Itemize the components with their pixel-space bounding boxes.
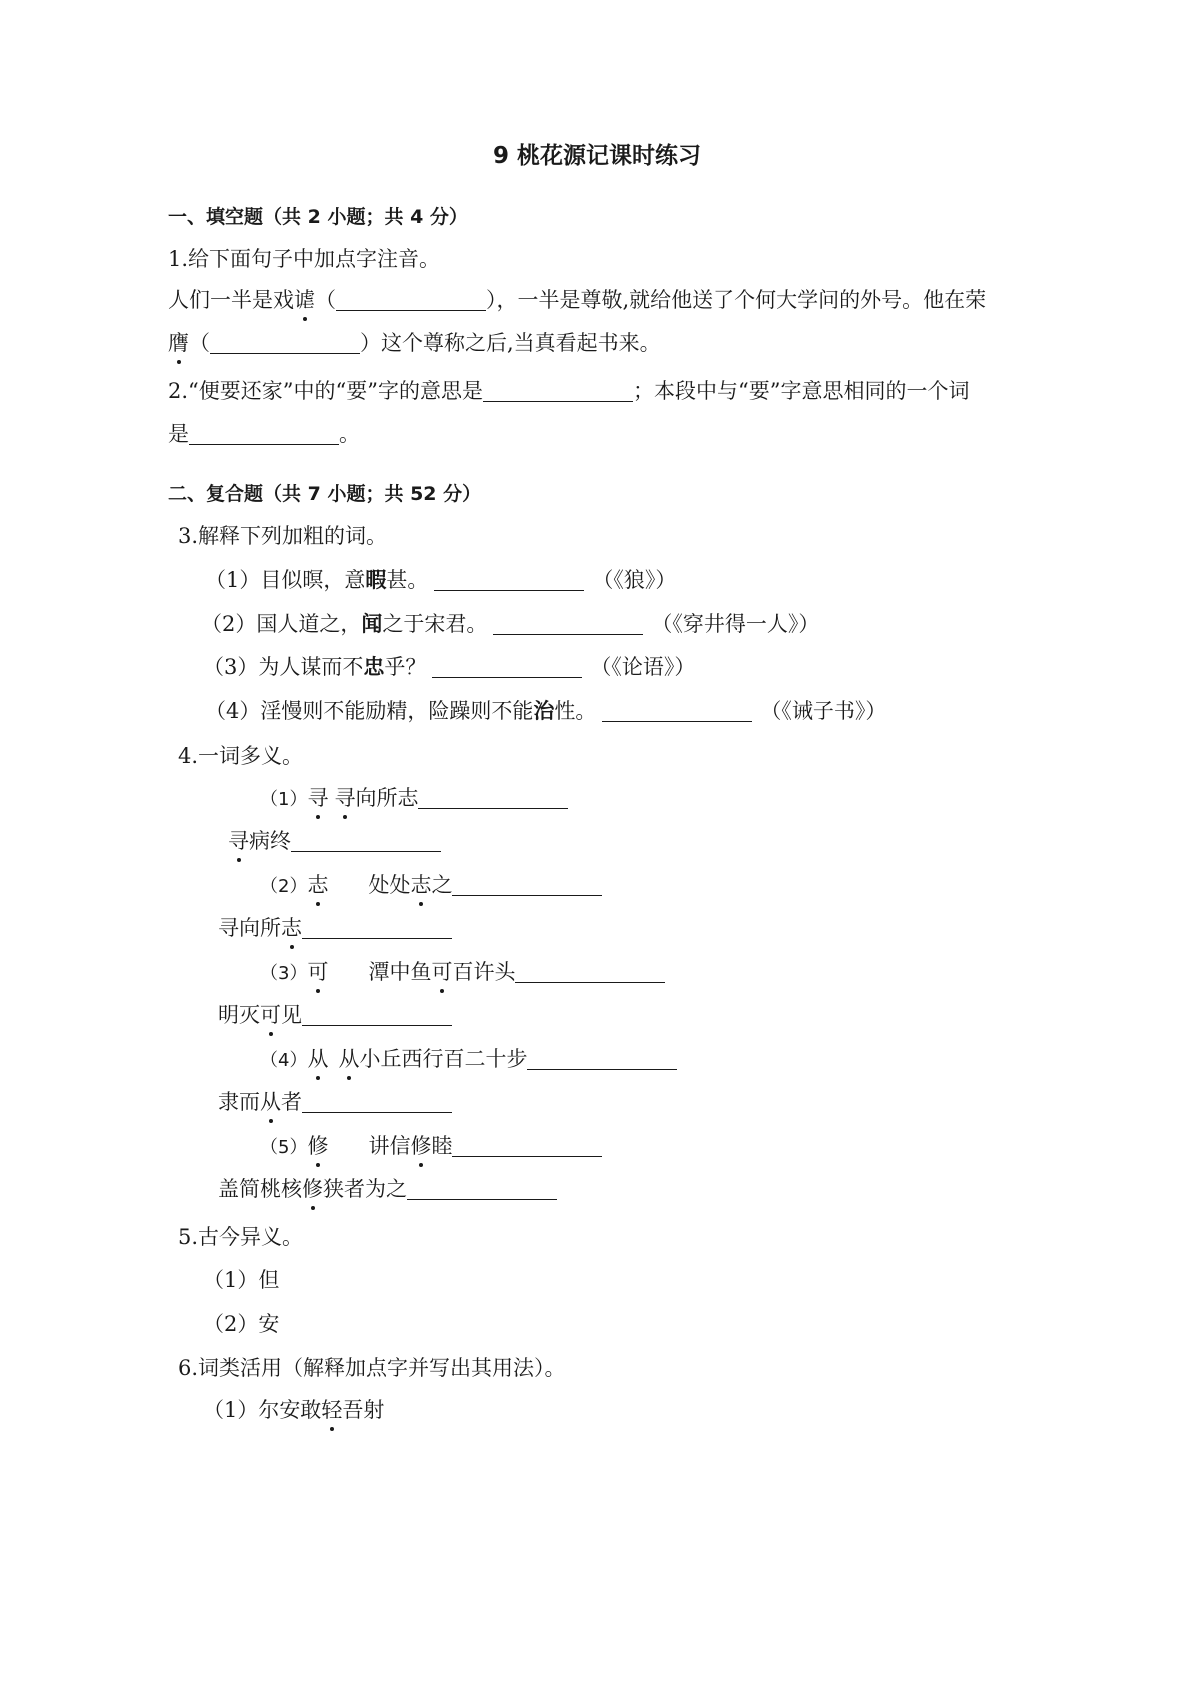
answer-blank[interactable]: [418, 786, 568, 809]
source-text: （《穿井得一人》）: [651, 612, 820, 636]
dotted-char: 志: [307, 873, 329, 897]
example-text: 潭中鱼: [368, 960, 432, 984]
dotted-char: 志: [281, 916, 302, 940]
bold-word: 暇: [365, 567, 387, 592]
question-5-item-1: （1）但: [203, 1268, 280, 1292]
polysemy-group-5-line-2: [218, 1175, 557, 1203]
answer-blank[interactable]: [602, 699, 752, 722]
item-text: 甚。: [386, 568, 429, 592]
answer-blank[interactable]: [210, 331, 360, 354]
section-heading-fill-in: 一、填空题（共 2 小题；共 4 分）: [168, 206, 468, 228]
dotted-char: 修: [307, 1134, 329, 1158]
polysemy-group-1-line-2: [228, 827, 441, 855]
question-1-line-1: [168, 286, 986, 314]
polysemy-group-3-line-1: [260, 958, 665, 988]
question-3-item-2: [201, 610, 819, 638]
item-text: （2）国人道之，: [201, 612, 362, 636]
polysemy-group-4-line-1: [260, 1045, 677, 1075]
section-heading-composite: 二、复合题（共 7 小题；共 52 分）: [168, 483, 482, 505]
example-text: 百许头: [452, 960, 516, 984]
example-text: 处处: [368, 873, 411, 897]
example-text: 隶而: [218, 1090, 260, 1114]
question-4-prompt: 4.一词多义。: [178, 744, 304, 768]
question-text: 。: [339, 422, 360, 446]
polysemy-group-3-line-2: [218, 1001, 452, 1029]
page-title: 9 桃花源记课时练习: [493, 143, 702, 169]
sentence-text: ），一半是尊敬,就给他送了个何大学问的外号。他在荣: [486, 288, 987, 312]
dotted-char: 寻: [307, 786, 329, 810]
answer-blank[interactable]: [302, 1003, 452, 1026]
polysemy-group-5-line-1: [260, 1132, 602, 1162]
answer-blank[interactable]: [452, 873, 602, 896]
example-text: 向所志: [355, 786, 419, 810]
polysemy-group-2-line-2: [218, 914, 452, 942]
sentence-text: ）这个尊称之后,当真看起书来。: [360, 331, 661, 355]
bold-word: 闻: [361, 611, 383, 636]
answer-blank[interactable]: [515, 960, 665, 983]
answer-blank[interactable]: [452, 1134, 602, 1157]
sentence-text: 人们一半是戏: [168, 288, 294, 312]
answer-blank[interactable]: [302, 916, 452, 939]
example-text: 寻向所: [218, 916, 281, 940]
dotted-char: 修: [410, 1134, 432, 1158]
question-3-item-4: [205, 697, 886, 725]
question-3-item-3: [203, 653, 695, 681]
example-text: 见: [281, 1003, 302, 1027]
item-text: 性。: [554, 699, 597, 723]
dotted-char: 修: [302, 1177, 323, 1201]
question-3-item-1: [205, 566, 676, 594]
group-number: （5）: [260, 1137, 308, 1158]
dotted-char: 谑: [294, 288, 315, 312]
answer-blank[interactable]: [527, 1047, 677, 1070]
dotted-char: 可: [307, 960, 329, 984]
question-text: 是: [168, 422, 189, 446]
paren-open: （: [189, 331, 210, 355]
item-text: （1）目似暝，意: [205, 568, 366, 592]
dotted-char: 从: [307, 1047, 329, 1071]
source-text: （《诫子书》）: [760, 699, 887, 723]
question-1-prompt: 1.给下面句子中加点字注音。: [168, 247, 441, 271]
question-5-prompt: 5.古今异义。: [178, 1225, 304, 1249]
question-text: 2.“便要还家”中的“要”字的意思是: [168, 379, 483, 403]
answer-blank[interactable]: [432, 655, 582, 678]
example-text: 明灭: [218, 1003, 260, 1027]
question-6-prompt: 6.词类活用（解释加点字并写出其用法）。: [178, 1356, 566, 1380]
question-1-line-2: [168, 329, 661, 357]
item-text: （3）为人谋而不: [203, 655, 364, 679]
example-text: 盖简桃核: [218, 1177, 302, 1201]
item-text: （1）尔安敢: [203, 1398, 322, 1422]
item-text: 之于宋君。: [382, 612, 488, 636]
question-3-prompt: 3.解释下列加粗的词。: [178, 524, 388, 548]
source-text: （《狼》）: [592, 568, 677, 592]
bold-word: 忠: [363, 654, 385, 679]
question-2-line-1: [168, 377, 969, 405]
example-text: 者: [281, 1090, 302, 1114]
dotted-char: 可: [260, 1003, 281, 1027]
answer-blank[interactable]: [302, 1090, 452, 1113]
answer-blank[interactable]: [493, 612, 643, 635]
question-text: ；本段中与“要”字意思相同的一个词: [632, 379, 970, 403]
dotted-char: 寻: [228, 829, 249, 853]
example-text: 之: [431, 873, 453, 897]
group-number: （2）: [260, 876, 308, 897]
item-text: 吾射: [342, 1398, 385, 1422]
answer-blank[interactable]: [291, 829, 441, 852]
answer-blank[interactable]: [407, 1177, 557, 1200]
example-text: 病终: [249, 829, 291, 853]
source-text: （《论语》）: [590, 655, 696, 679]
dotted-char: 志: [410, 873, 432, 897]
example-text: 小丘西行百二十步: [359, 1047, 528, 1071]
item-text: （4）淫慢则不能励精，险躁则不能: [205, 699, 534, 723]
answer-blank[interactable]: [189, 422, 339, 445]
polysemy-group-2-line-1: [260, 871, 602, 901]
example-text: 睦: [431, 1134, 453, 1158]
dotted-char: 寻: [334, 786, 356, 810]
polysemy-group-4-line-2: [218, 1088, 452, 1116]
answer-blank[interactable]: [336, 288, 486, 311]
group-number: （1）: [260, 789, 308, 810]
item-text: 乎？: [384, 655, 427, 679]
dotted-char: 可: [431, 960, 453, 984]
paren-open: （: [315, 288, 336, 312]
answer-blank[interactable]: [434, 568, 584, 591]
answer-blank[interactable]: [483, 379, 633, 402]
example-text: 讲信: [368, 1134, 411, 1158]
bold-word: 治: [533, 698, 555, 723]
dotted-char: 膺: [168, 331, 189, 355]
dotted-char: 从: [338, 1047, 360, 1071]
group-number: （4）: [260, 1050, 308, 1071]
dotted-char: 轻: [321, 1398, 343, 1422]
question-5-item-2: （2）安: [203, 1312, 280, 1336]
question-6-item-1: [203, 1396, 384, 1424]
group-number: （3）: [260, 963, 308, 984]
question-2-line-2: [168, 420, 360, 448]
polysemy-group-1-line-1: [260, 784, 568, 814]
dotted-char: 从: [260, 1090, 281, 1114]
example-text: 狭者为之: [323, 1177, 407, 1201]
